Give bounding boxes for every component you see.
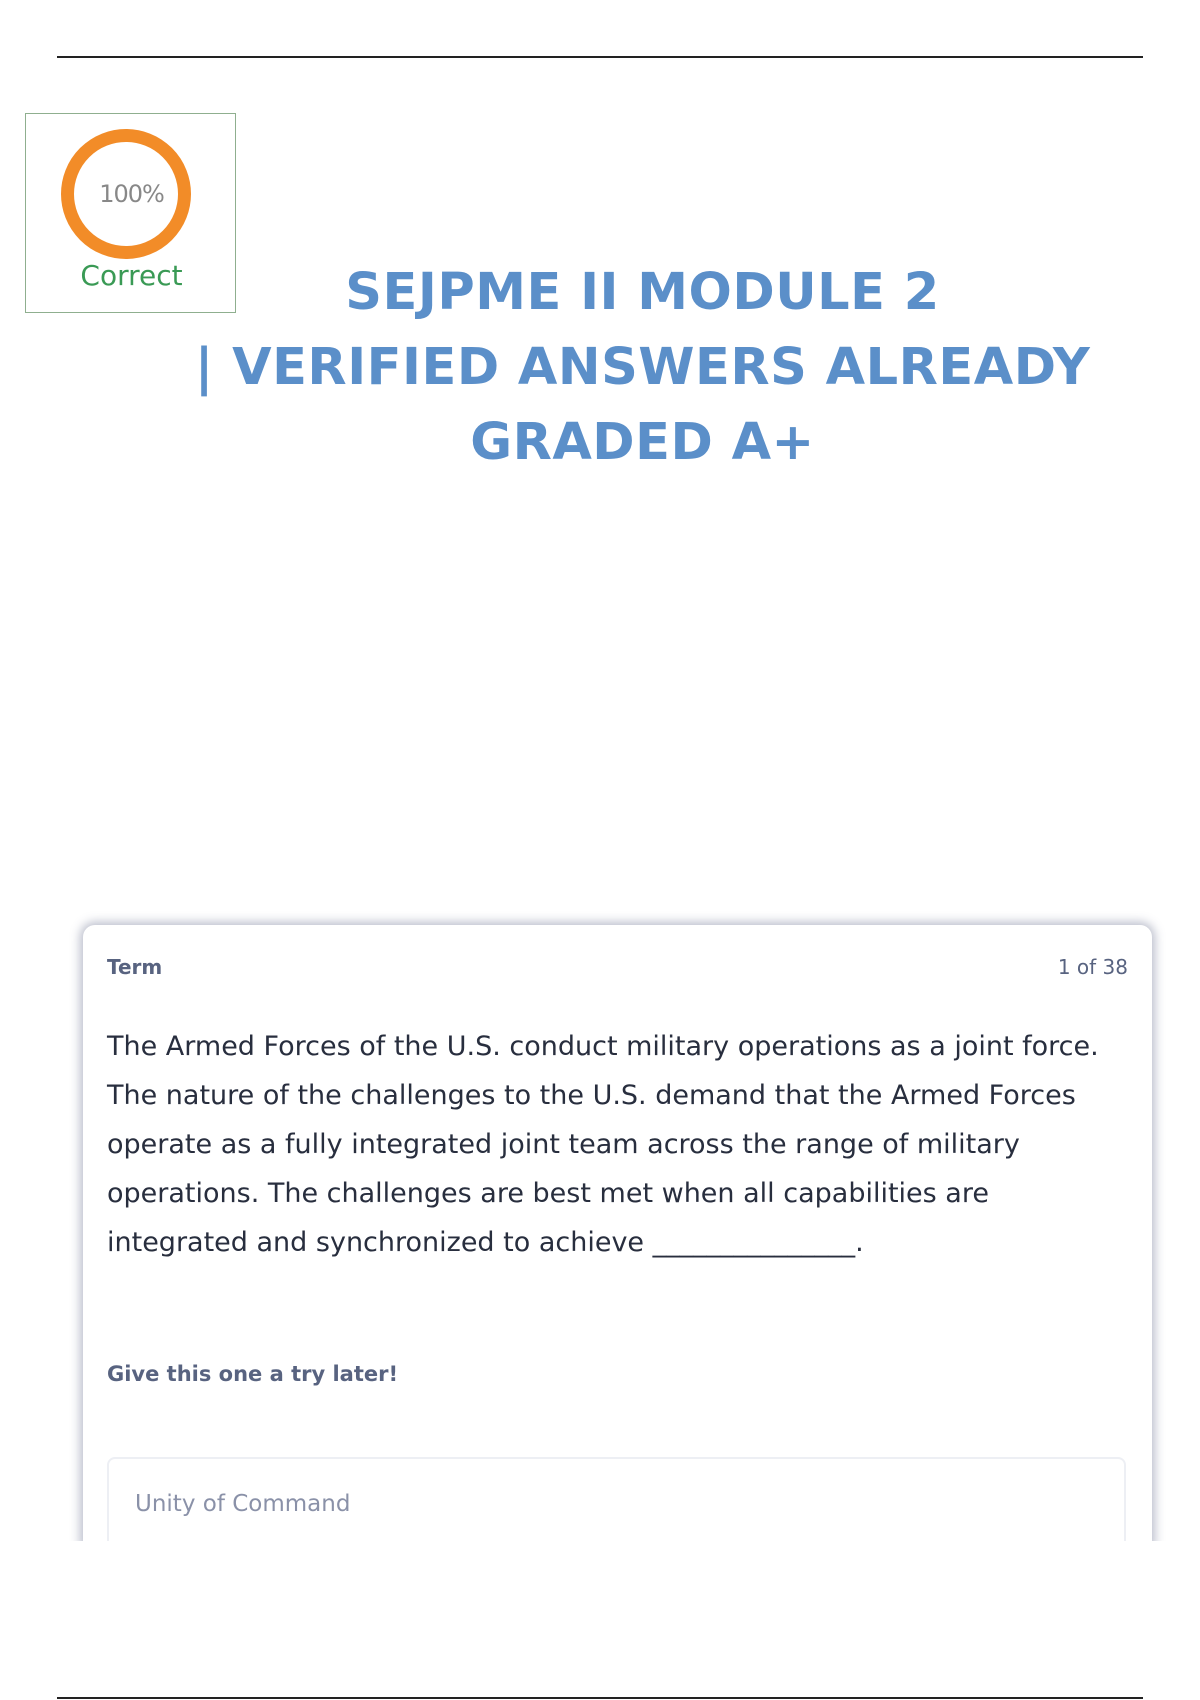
question-text: The Armed Forces of the U.S. conduct military operations as a joint force. The nature of the challenges to the U.S. demand that the Armed Forces operate as a fully integrated joint team across the range of military operations. The challenges are best met when all capabilities are integrated and synchronized to achieve _______________.: [107, 1031, 1099, 1258]
page-blank-area: [0, 1541, 1200, 1691]
title-line-1: SEJPME II MODULE 2: [345, 263, 940, 322]
score-percent: 100%: [99, 180, 164, 208]
answer-option-label: Unity of Command: [135, 1491, 351, 1517]
title-line-2: | VERIFIED ANSWERS ALREADY: [194, 338, 1091, 397]
answer-option[interactable]: [107, 1457, 1126, 1545]
document-title: [160, 255, 1125, 480]
score-label: Correct: [80, 259, 183, 292]
header-rule: [57, 56, 1143, 58]
card-type-label: Term: [107, 955, 163, 979]
card-counter: 1 of 38: [1057, 955, 1128, 979]
hint-text: Give this one a try later!: [107, 1362, 399, 1386]
title-line-3: GRADED A+: [470, 413, 815, 472]
flashcard: [83, 925, 1152, 1545]
footer-rule: [57, 1697, 1143, 1699]
